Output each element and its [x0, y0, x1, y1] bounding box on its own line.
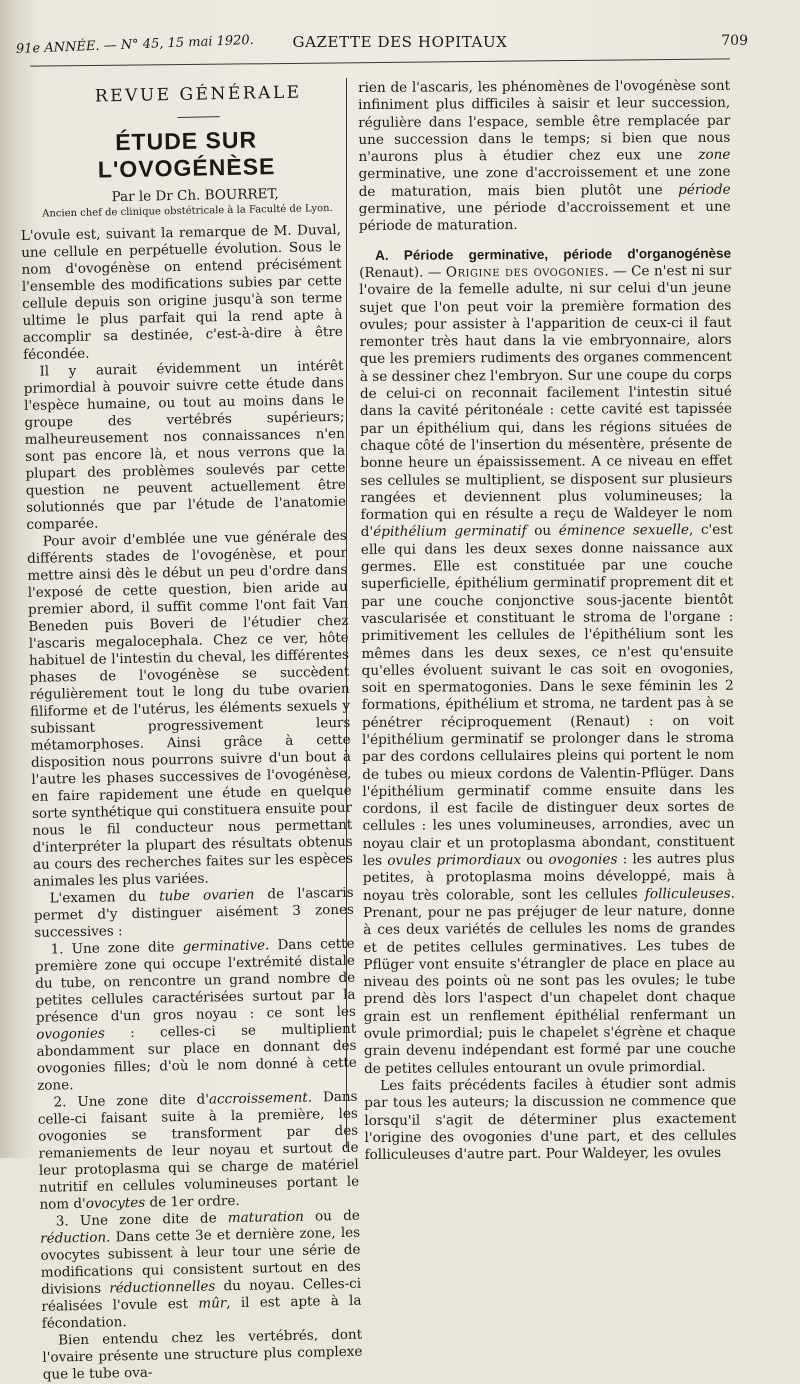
article-title: ÉTUDE SUR L'OVOGÉNÈSE — [97, 126, 276, 183]
paragraph: Les faits précédents faciles à étudier sont admis par tous les auteurs; la discussion ne commence que lorsqu'il s'agit de déterminer plus exactement l'origine des ovogonies d'une part, et des cellules folliculeuses d'autre part. Pour Waldeyer, les ovules — [364, 1075, 737, 1164]
page-number: 709 — [721, 33, 748, 49]
paragraph: rien de l'ascaris, les phénomènes de l'ovogénèse sont infiniment plus difficiles à saisir et leur succession, régulière dans l'espace, semble être remplacée par une succession dans le temps; si bien que nous n'aurons plus à étudier chez eux une zone germinative, une zone d'accroissement et une zone de maturation, mais bien plutôt une période germinative, une période d'accroissement et une période de maturation. — [358, 77, 731, 235]
header-rule — [30, 58, 730, 66]
title-rule — [178, 116, 220, 118]
run-in-heading: Origine des ovogonies — [445, 263, 605, 281]
paragraph: Bien entendu chez les vertébrés, dont l'ovaire présente une structure plus complexe que le tube ova- — [42, 1326, 363, 1383]
left-column — [18, 78, 363, 1384]
section-heading: REVUE GÉNÉRALE — [94, 82, 302, 107]
subsection-heading: A. Période germinative, période d'organogénèse — [375, 245, 732, 263]
right-column — [358, 78, 737, 1165]
issue-info: 91e ANNÉE. — N° 45, 15 mai 1920. — [15, 32, 255, 57]
zone-item: 2. Une zone dite d'accroissement. Dans celle-ci faisant suite à la première, les ovogonies se transforment par des remaniements de leur noyau et surtout de leur protoplasma qui se charge de matériel nutritif en cellules volumineuses portant le nom d'ovocytes de 1er ordre. — [37, 1088, 360, 1213]
paragraph: A. Période germinative, période d'organogénèse (Renaut). — Origine des ovogonies. — Ce n'est ni sur l'ovaire de la femelle adulte, ni sur celui d'un jeune sujet que l'on peut voir la première formation des ovules; pour assister à l'apparition de ceux-ci il faut remonter très haut dans la vie embryonnaire, alors que les premiers rudiments des organes commencent à se dessiner chez l'embryon. Sur une coupe du corps de celui-ci on reconnait facilement l'intestin situé dans la cavité péritonéale : cette cavité est tapissée par un épithélium qui, dans les régions situées de chaque côté de l'insertion du mésentère, présente de bonne heure un épaississement. A ce niveau en effet ses cellules se multiplient, se disposent sur plusieurs rangées et deviennent plus volumineuses; la formation qui en résulte a reçu de Waldeyer le nom d'épithélium germinatif ou éminence sexuelle, c'est elle qui dans les deux sexes donne naissance aux germes. Elle est constituée par une couche superficielle, épithélium germinatif proprement dit et par une couche conjonctive sous-jacente bientôt vascularisée et constituant le stroma de l'organe : primitivement les cellules de l'épithélium sont les mêmes dans les deux sexes, ce n'est qu'ensuite qu'elles évoluent suivant le cas soit en ovogonies, soit en spermatogonies. Dans le sexe féminin les 2 formations, épithélium et stroma, ne tardent pas à se pénétrer réciproquement (Renaut) : on voit l'épithélium germinatif se prolonger dans le stroma par des cordons cellulaires pleins qui portent le nom de tubes ou mieux cordons de Valentin-Pflüger. Dans l'épithélium germinatif comme ensuite dans les cordons, il est facile de distinguer deux sortes de cellules : les unes volumineuses, arrondies, avec un noyau clair et un protoplasma abondant, constituent les ovules primordiaux ou ovogonies : les autres plus petites, à protoplasma moins développé, mais à noyau très colorable, sont les cellules folliculeuses. Prenant, pour ne pas préjuger de leur nature, donne à ces deux variétés de cellules les noms de grandes et de petites cellules germinatives. Les tubes de Pflüger vont ensuite s'étrangler de place en place au niveau des points où ne sont pas les ovules; le tube prend dès lors l'aspect d'un chapelet dont chaque grain est un renflement épithélial renfermant un ovule primordial; puis le chapelet s'égrène et chaque grain devenu indépendant est formé par une couche de petites cellules entourant un ovule primordial. — [359, 245, 736, 1077]
paragraph: L'examen du tube ovarien de l'ascaris permet d'y distinguer aisément 3 zones successives : — [33, 884, 355, 941]
paragraph: L'ovule est, suivant la remarque de M. Duval, une cellule en perpétuelle évolution. Sous le nom d'ovogénèse on entend précisément l'ensemble des modifications subies par cette cellule depuis son origine jusqu'à son terme ultime le plus parfait qui la rend apte à accomplir sa destinée, c'est-à-dire à être fécondée. — [20, 221, 343, 363]
paragraph: Pour avoir d'emblée une vue générale des différents stades de l'ovogénèse, et pour mettre ainsi dès le début un peu d'ordre dans l'exposé de cette question, bien aride au premier abord, il suffit comme l'ont fait Van Beneden puis Boveri de l'étudier chez l'ascaris megalocephala. Chez ce ver, hôte habituel de l'intestin du cheval, les différentes phases de l'ovogénèse se succèdent régulièrement tout le long du tube ovarien filiforme et de l'utérus, les éléments sexuels y subissant progressivement leurs métamorphoses. Ainsi grâce à cette disposition nous pourrons suivre d'un bout à l'autre les phases successives de l'ovogénèse, en faire rapidement une étude en quelque sorte synthétique qui constituera ensuite pour nous le fil conducteur nous permettant d'interpréter la plupart des résultats obtenus au cours des recherches faites sur les espèces animales les plus variées. — [26, 527, 354, 890]
zone-item: 1. Une zone dite germinative. Dans cette première zone qui occupe l'extrémité distale du tube, on rencontre un grand nombre de petites cellules caractérisées surtout par la présence d'un gros noyau : ce sont les ovogonies : celles-ci se multiplient abondamment sur place en donnant des ovogonies filles; d'où le nom donné à cette zone. — [34, 935, 358, 1094]
zone-item: 3. Une zone dite de maturation ou de réduction. Dans cette 3e et dernière zone, les ovocytes subissent à leur tour une série de modifications qui consistent surtout en des divisions réductionnelles du noyau. Celles-ci réalisées l'ovule est mûr, il est apte à la fécondation. — [40, 1207, 362, 1332]
article-author: Par le Dr Ch. BOURRET, — [111, 186, 279, 206]
author-affiliation: Ancien chef de clinique obstétricale à la Faculté de Lyon. — [42, 202, 333, 220]
running-header — [0, 28, 800, 58]
paragraph: Il y aurait évidemment un intérêt primordial à pouvoir suivre cette étude dans l'espèce humaine, ou tout au moins dans le groupe des vertébrés supérieurs; malheureusement nos connaissances n'en sont pas encore là, et nous verrons que la plupart des problèmes soulevés par cette question ne peuvent actuellement être solutionnés que par l'étude de l'anatomie comparée. — [23, 357, 347, 533]
journal-title: GAZETTE DES HOPITAUX — [292, 33, 508, 51]
